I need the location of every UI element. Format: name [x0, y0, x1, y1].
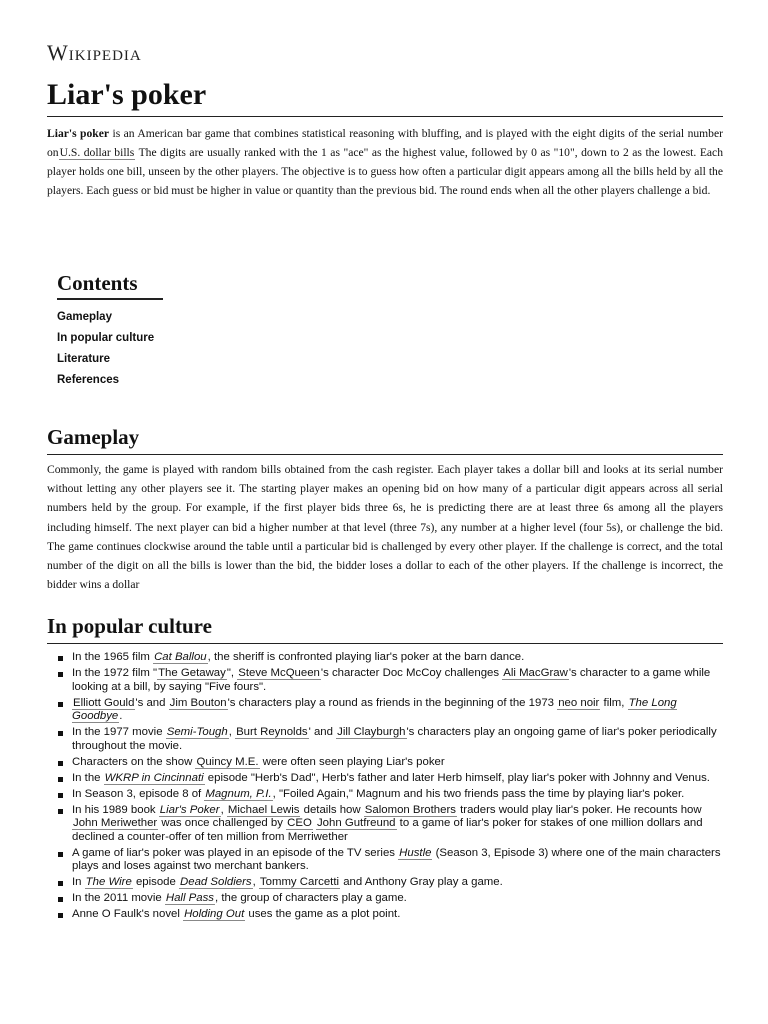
lead-paragraph: [47, 124, 723, 200]
list-item: Characters on the show Quincy M.E. were often seen playing Liar's poker: [47, 756, 723, 770]
list-item: In Season 3, episode 8 of Magnum, P.I., "Foiled Again," Magnum and his two friends pass the time by playing liar's poker.: [47, 788, 723, 802]
lead-bold-term: Liar's poker: [47, 127, 110, 140]
link-steve-mcqueen[interactable]: Steve McQueen: [238, 666, 320, 679]
lead-text: The digits are usually ranked with the 1 as "ace" as the highest value, followed by 0 as "10", down to 2 as the lowest. Each player holds one bill, unseen by the other players. The objective is to guess how often a particular digit appears among all the bills held by all the players. Each guess or bid must be higher in value or quantity than the previous bid. The round ends when all the other players challenge a bid.: [47, 146, 723, 198]
list-item: In his 1989 book Liar's Poker, Michael Lewis details how Salomon Brothers traders would play liar's poker. He recounts how John Meriwether was once challenged by CEO John Gutfreund to a game of liar's poker for stakes of one million dollars and declined a counter-offer of ten million from Merriwether: [47, 804, 723, 845]
link-dead-soldiers[interactable]: Dead Soldiers: [180, 876, 252, 889]
section-heading-gameplay: Gameplay: [47, 425, 723, 455]
link-us-dollar-bills[interactable]: U.S. dollar bills: [59, 146, 135, 160]
link-cat-ballou[interactable]: Cat Ballou: [154, 651, 207, 663]
list-item: In the 2011 movie Hall Pass, the group of characters play a game.: [47, 892, 723, 906]
link-hall-pass[interactable]: Hall Pass: [165, 892, 214, 905]
link-jill-clayburgh[interactable]: Jill Clayburgh: [337, 726, 406, 739]
list-item: A game of liar's poker was played in an episode of the TV series Hustle (Season 3, Episode 3) where one of the main characters plays and loses against two merchant bankers.: [47, 847, 723, 874]
link-magnum-pi[interactable]: Magnum, P.I.: [205, 787, 272, 800]
link-quincy-me[interactable]: Quincy M.E.: [196, 755, 259, 768]
link-burt-reynolds[interactable]: Burt Reynolds: [236, 726, 308, 739]
wikipedia-logo[interactable]: Wikipedia: [47, 40, 142, 65]
page-title: Liar's poker: [47, 78, 723, 117]
link-john-gutfreund[interactable]: John Gutfreund: [316, 817, 396, 830]
link-semi-tough[interactable]: Semi-Tough: [166, 726, 228, 739]
gameplay-paragraph: Commonly, the game is played with random bills obtained from the cash register. Each player takes a dollar bill and looks at its serial number without letting any other players see it. The starting player makes an opening bid on how many of a particular digit appears across all serial numbers held by the group. For example, if the first player bids three 6s, he is predicting there are at least three 6s among all the players including himself. The next player can bid a higher number at that level (three 7s), any number at a higher level (four 5s), or challenge the bid. The game continues clockwise around the table until a particular bid is challenged by every other player. If the challenge is correct, and the total number of the digit on all the bills is lower than the bid, the bidder loses a dollar to each of the other players. If the challenge is incorrect, the bidder wins a dollar: [47, 463, 723, 592]
link-the-long-goodbye[interactable]: The Long Goodbye: [72, 696, 677, 723]
toc-item-references[interactable]: References: [57, 374, 120, 386]
link-ceo[interactable]: CEO: [287, 817, 312, 830]
link-hustle[interactable]: Hustle: [399, 846, 432, 859]
lead-text: is an American bar game that combines statistical reasoning with bluffing, and is played with the eight digits of the serial number on: [47, 127, 723, 160]
link-neo-noir[interactable]: neo noir: [558, 696, 600, 709]
popular-culture-list: [47, 651, 723, 924]
list-item: In the 1972 film "The Getaway", Steve McQueen's character Doc McCoy challenges Ali MacGraw's character to a game while looking at a bill, by saying "Five fours".: [47, 667, 723, 694]
toc-title: Contents: [57, 271, 163, 300]
list-item: In the WKRP in Cincinnati episode "Herb's Dad", Herb's father and later Herb himself, play liar's poker with Johnny and Venus.: [47, 772, 723, 786]
toc-item-popular-culture[interactable]: In popular culture: [57, 332, 155, 344]
link-ali-macgraw[interactable]: Ali MacGraw: [503, 666, 568, 679]
list-item: In The Wire episode Dead Soldiers, Tommy Carcetti and Anthony Gray play a game.: [47, 876, 723, 890]
link-liars-poker-book[interactable]: Liar's Poker: [159, 803, 220, 816]
link-jim-bouton[interactable]: Jim Bouton: [169, 696, 227, 709]
list-item: In the 1977 movie Semi-Tough, Burt Reynolds' and Jill Clayburgh's characters play an ongoing game of liar's poker periodically throughout the movie.: [47, 726, 723, 753]
link-the-wire[interactable]: The Wire: [85, 876, 132, 889]
list-item: In the 1965 film Cat Ballou, the sheriff is confronted playing liar's poker at the barn dance.: [47, 651, 723, 665]
link-elliott-gould[interactable]: Elliott Gould: [73, 696, 135, 709]
section-heading-popular-culture: In popular culture: [47, 614, 723, 644]
link-the-getaway[interactable]: The Getaway: [158, 666, 226, 679]
link-holding-out[interactable]: Holding Out: [184, 908, 245, 921]
toc-item-gameplay[interactable]: Gameplay: [57, 311, 112, 323]
list-item: Anne O Faulk's novel Holding Out uses the game as a plot point.: [47, 908, 723, 922]
link-wkrp[interactable]: WKRP in Cincinnati: [104, 771, 204, 784]
link-salomon-brothers[interactable]: Salomon Brothers: [364, 803, 456, 816]
table-of-contents: [57, 271, 163, 391]
list-item: Elliott Gould's and Jim Bouton's characters play a round as friends in the beginning of the 1973 neo noir film, The Long Goodbye.: [47, 697, 723, 724]
link-tommy-carcetti[interactable]: Tommy Carcetti: [259, 876, 340, 889]
link-john-meriwether[interactable]: John Meriwether: [73, 817, 158, 830]
toc-item-literature[interactable]: Literature: [57, 353, 111, 365]
link-michael-lewis[interactable]: Michael Lewis: [227, 803, 300, 816]
